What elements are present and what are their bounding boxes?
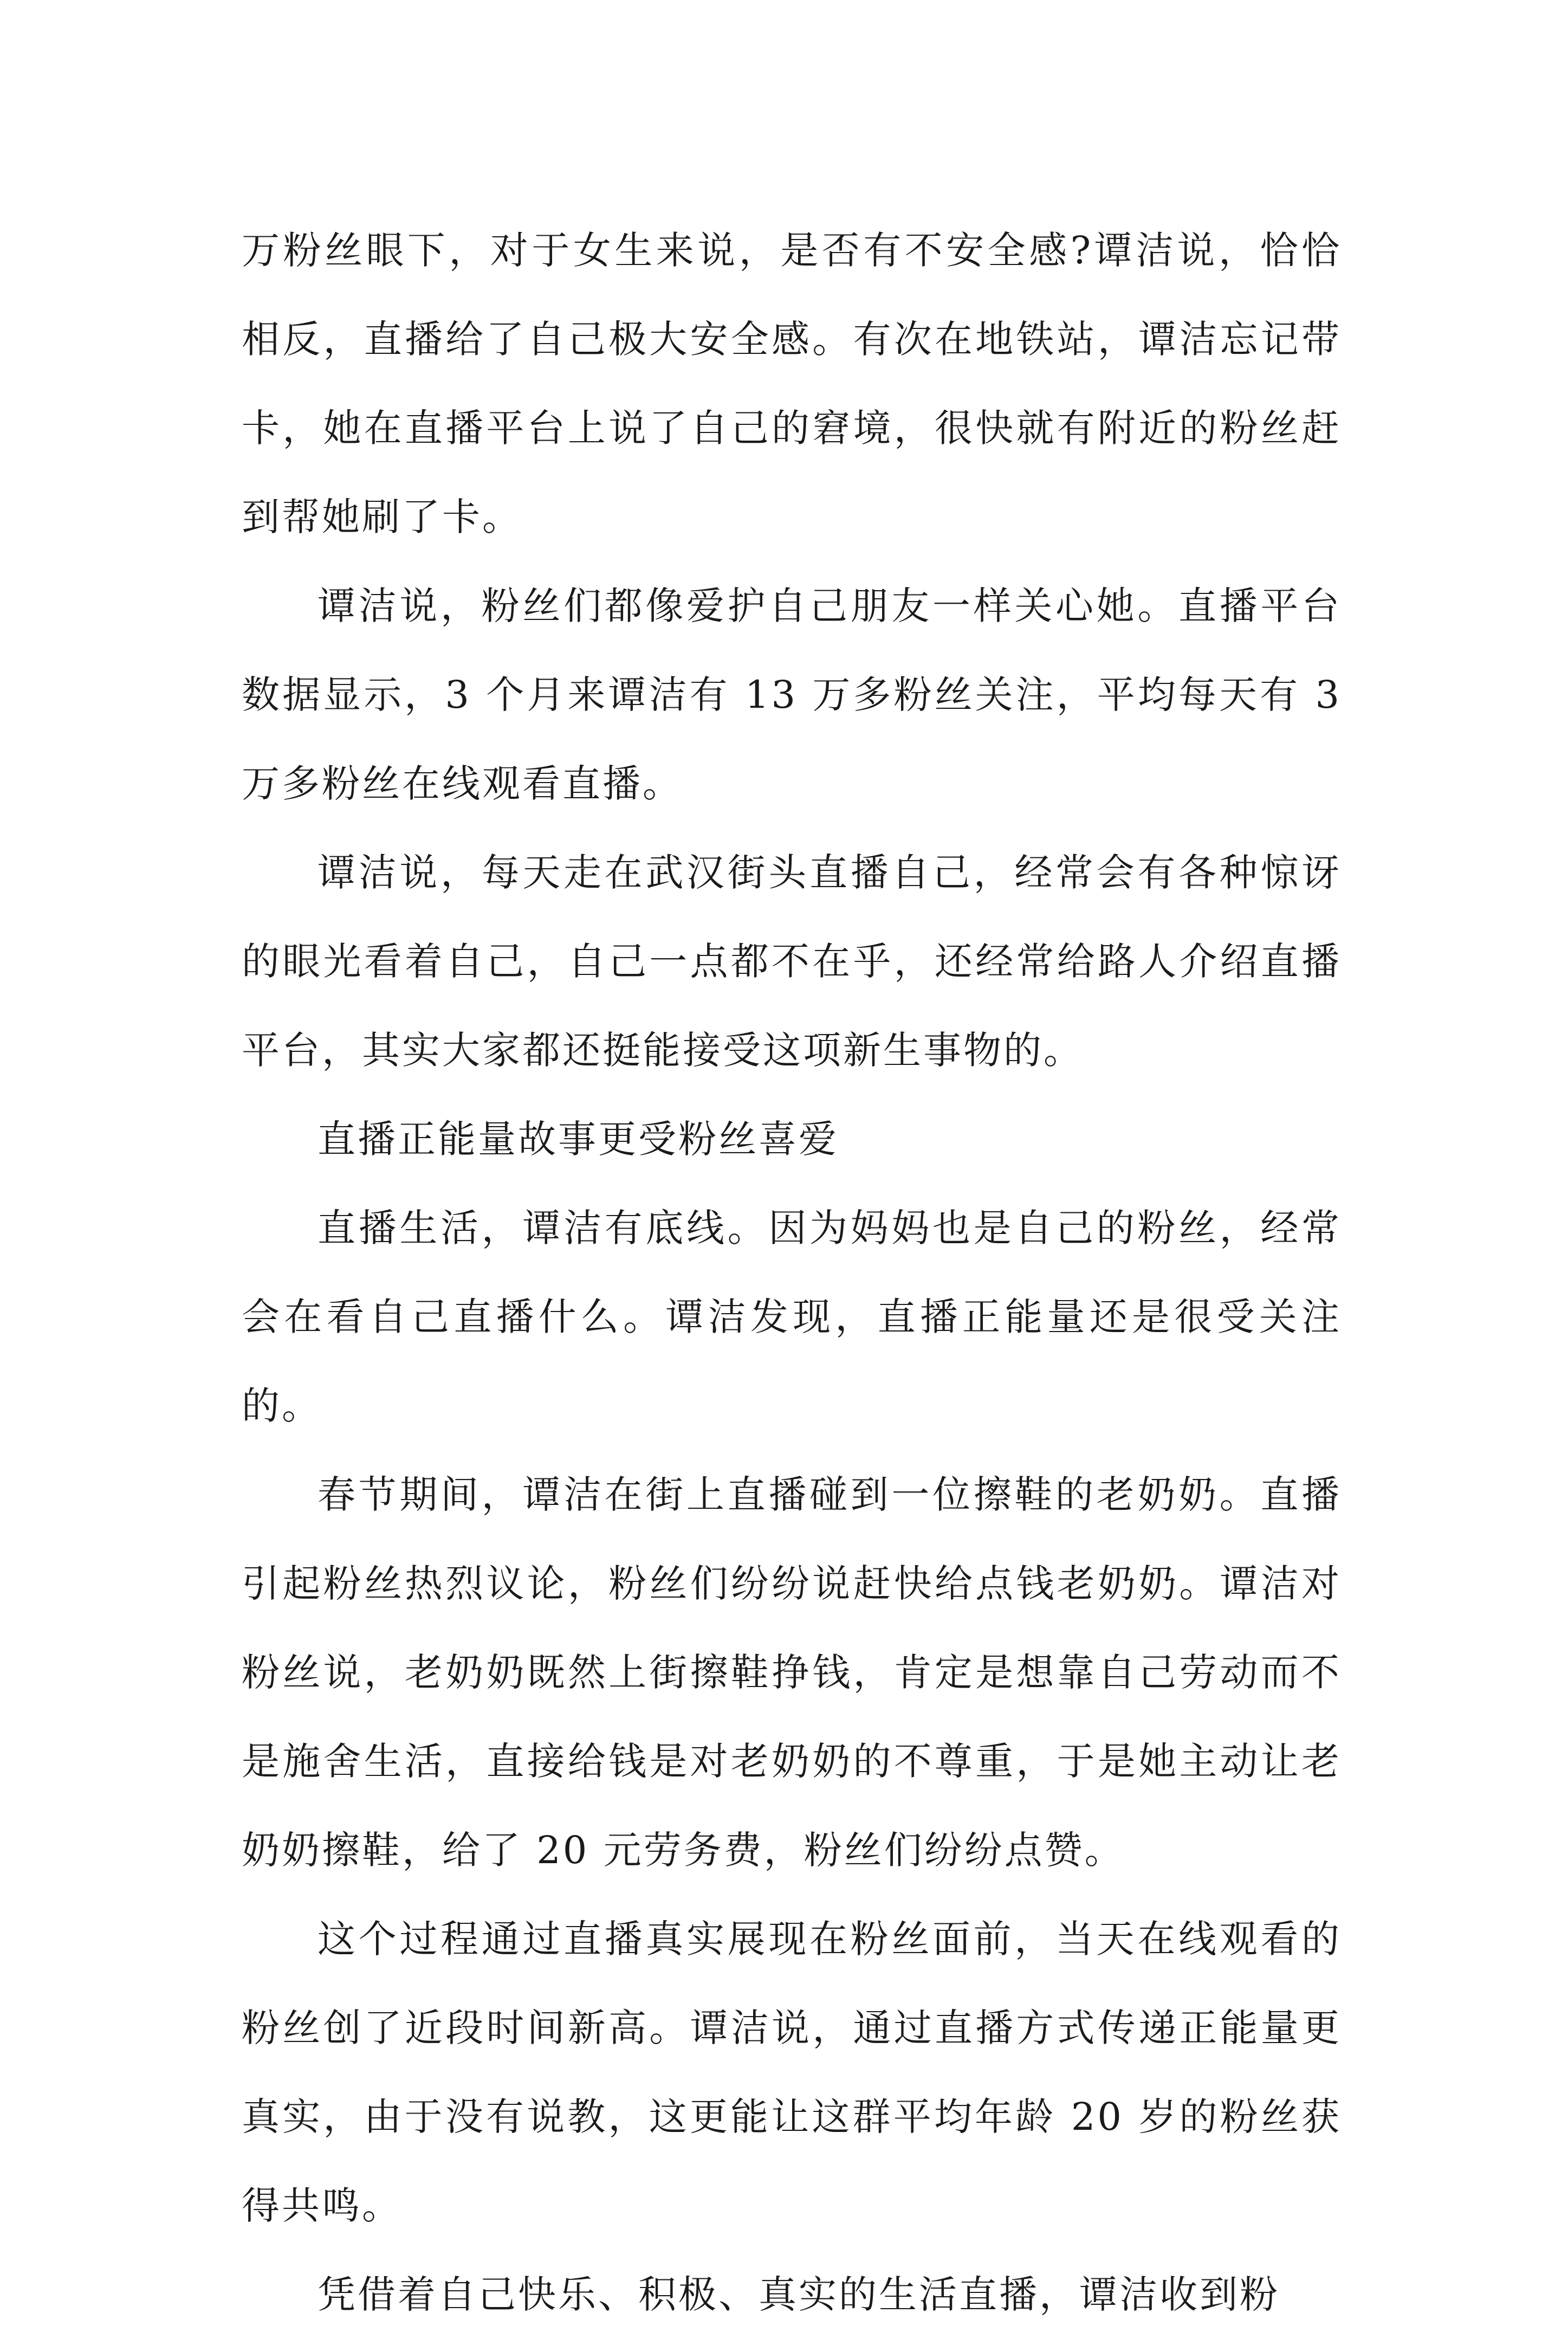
paragraph: 春节期间，谭洁在街上直播碰到一位擦鞋的老奶奶。直播引起粉丝热烈议论，粉丝们纷纷说赶快给点钱老奶奶。谭洁对粉丝说，老奶奶既然上街擦鞋挣钱，肯定是想靠自己劳动而不是施舍生活，直接给钱是对老奶奶的不尊重，于是她主动让老奶奶擦鞋，给了 20 元劳务费，粉丝们纷纷点赞。 [242, 1472, 1342, 1872]
paragraph: 这个过程通过直播真实展现在粉丝面前，当天在线观看的粉丝创了近段时间新高。谭洁说，通过直播方式传递正能量更真实，由于没有说教，这更能让这群平均年龄 20 岁的粉丝获得共鸣。 [242, 1917, 1342, 2228]
paragraph: 谭洁说，粉丝们都像爱护自己朋友一样关心她。直播平台数据显示，3 个月来谭洁有 13 万多粉丝关注，平均每天有 3 万多粉丝在线观看直播。 [242, 584, 1342, 806]
paragraph: 谭洁说，每天走在武汉街头直播自己，经常会有各种惊讶的眼光看着自己，自己一点都不在乎，还经常给路人介绍直播平台，其实大家都还挺能接受这项新生事物的。 [242, 850, 1342, 1072]
article-body [242, 206, 1342, 2339]
paragraph: 凭借着自己快乐、积极、真实的生活直播，谭洁收到粉 [318, 2272, 1280, 2317]
section-heading: 直播正能量故事更受粉丝喜爱 [318, 1117, 839, 1161]
paragraph-continuation: 万粉丝眼下，对于女生来说，是否有不安全感?谭洁说，恰恰相反，直播给了自己极大安全感。有次在地铁站，谭洁忘记带卡，她在直播平台上说了自己的窘境，很快就有附近的粉丝赶到帮她刷了卡。 [242, 228, 1342, 539]
paragraph: 直播生活，谭洁有底线。因为妈妈也是自己的粉丝，经常会在看自己直播什么。谭洁发现，直播正能量还是很受关注的。 [242, 1206, 1342, 1428]
